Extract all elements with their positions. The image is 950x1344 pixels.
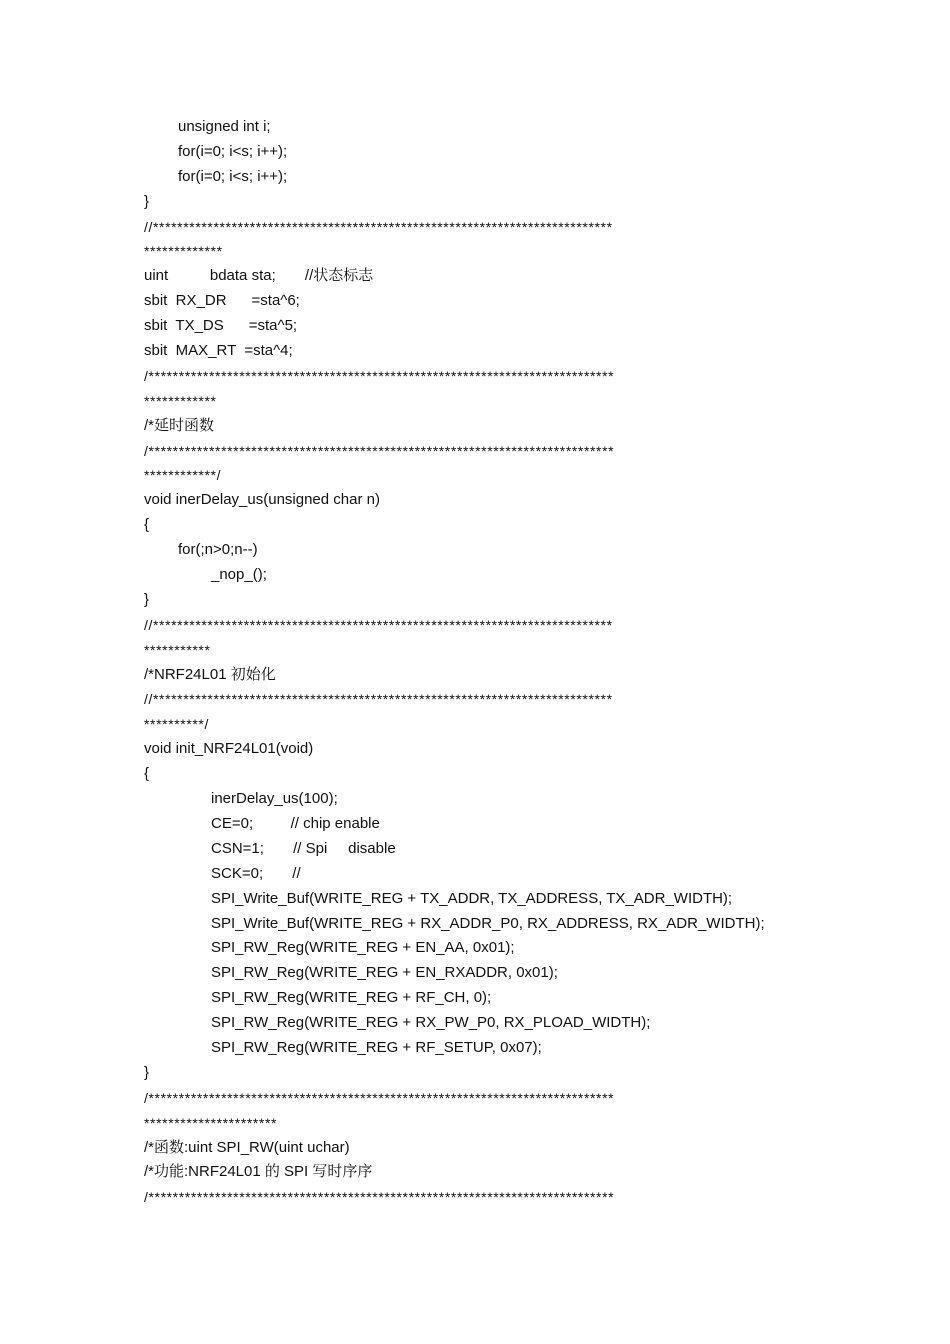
- code-line: /*函数:uint SPI_RW(uint uchar): [144, 1138, 350, 1156]
- code-line: SPI_RW_Reg(WRITE_REG + RX_PW_P0, RX_PLOAD_WIDTH);: [211, 1014, 651, 1032]
- code-line: inerDelay_us(100);: [211, 790, 338, 808]
- code-line: SPI_RW_Reg(WRITE_REG + RF_SETUP, 0x07);: [211, 1038, 542, 1056]
- code-line: /*功能:NRF24L01 的 SPI 写时序序: [144, 1163, 373, 1181]
- code-line: sbit RX_DR =sta^6;: [144, 292, 300, 310]
- code-line: uint bdata sta; //状态标志: [144, 267, 374, 285]
- code-line: for(i=0; i<s; i++);: [178, 142, 288, 160]
- separator-comment-line: //****************************************************************************: [144, 616, 613, 633]
- code-line: CE=0; // chip enable: [211, 814, 380, 832]
- code-line: void init_NRF24L01(void): [144, 740, 314, 758]
- code-line: for(;n>0;n--): [178, 541, 258, 559]
- code-line: sbit MAX_RT =sta^4;: [144, 342, 293, 360]
- separator-comment-line: /*****************************************************************************: [144, 442, 615, 459]
- code-listing: [144, 115, 814, 1210]
- separator-comment-line: ************: [144, 392, 217, 409]
- code-line: {: [144, 516, 150, 534]
- code-line: }: [144, 590, 150, 608]
- separator-comment-line: /*****************************************************************************: [144, 367, 615, 384]
- separator-comment-line: **********/: [144, 716, 209, 733]
- code-line: SPI_RW_Reg(WRITE_REG + EN_AA, 0x01);: [211, 939, 515, 957]
- code-line: CSN=1; // Spi disable: [211, 839, 396, 857]
- code-line: for(i=0; i<s; i++);: [178, 167, 288, 185]
- code-line: {: [144, 765, 150, 783]
- code-line: /*NRF24L01 初始化: [144, 665, 276, 683]
- code-line: unsigned int i;: [178, 118, 271, 135]
- separator-comment-line: ************/: [144, 467, 222, 484]
- separator-comment-line: *************: [144, 243, 223, 260]
- code-line: /*延时函数: [144, 416, 215, 434]
- code-line: sbit TX_DS =sta^5;: [144, 317, 298, 335]
- code-line: SPI_Write_Buf(WRITE_REG + TX_ADDR, TX_ADDRESS, TX_ADR_WIDTH);: [211, 889, 733, 907]
- code-line: void inerDelay_us(unsigned char n): [144, 491, 380, 509]
- separator-comment-line: /*****************************************************************************: [144, 1089, 615, 1106]
- separator-comment-line: **********************: [144, 1114, 278, 1131]
- code-line: SPI_RW_Reg(WRITE_REG + RF_CH, 0);: [211, 989, 492, 1007]
- separator-comment-line: /*****************************************************************************: [144, 1189, 615, 1206]
- code-line: }: [144, 192, 150, 210]
- code-line: SPI_Write_Buf(WRITE_REG + RX_ADDR_P0, RX_ADDRESS, RX_ADR_WIDTH);: [211, 914, 765, 932]
- separator-comment-line: //****************************************************************************: [144, 218, 613, 235]
- separator-comment-line: //****************************************************************************: [144, 691, 613, 708]
- code-line: }: [144, 1063, 150, 1081]
- separator-comment-line: ***********: [144, 641, 211, 658]
- code-line: _nop_();: [211, 566, 267, 584]
- code-line: SCK=0; //: [211, 864, 301, 882]
- code-line: SPI_RW_Reg(WRITE_REG + EN_RXADDR, 0x01);: [211, 964, 558, 982]
